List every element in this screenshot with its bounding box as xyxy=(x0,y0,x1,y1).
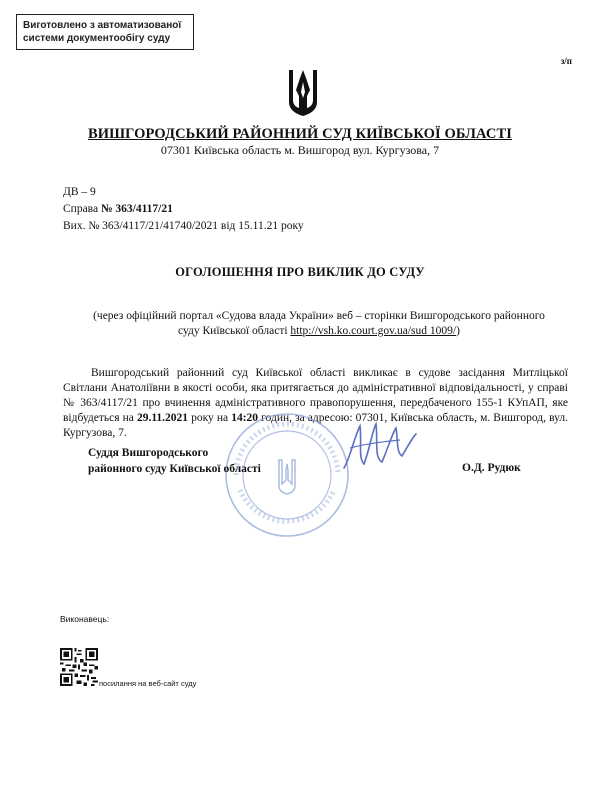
body-part-1: Вишгородський районний суд Київської області викликає в судове засідання Митліцької Світлани Анатоліївни в якості особи, яка притягається до адміністративної відповідальності, у справі № 363/4117/21 про вчинення адміністративного правопорушення, передбаченого 155-1 КУпАП, яке відбудеться на xyxy=(63,367,568,424)
judge-title-line-1: Суддя Вишгородського xyxy=(88,447,209,459)
portal-close: ) xyxy=(456,325,460,337)
portal-note xyxy=(84,309,554,339)
qr-caption: посилання на веб-сайт суду xyxy=(99,679,197,688)
body-part-3: годин, за адресою: 07301, Київська область, м. Вишгород, вул. Кургузова, 7. xyxy=(63,412,569,439)
corner-mark: з/п xyxy=(560,56,572,66)
body-part-2: року на xyxy=(188,412,232,424)
automated-system-stamp xyxy=(16,14,194,50)
stamp-line-1: Виготовлено з автоматизованої xyxy=(23,20,182,31)
document-meta xyxy=(63,184,304,235)
case-number: № 363/4117/21 xyxy=(100,203,173,215)
judge-signature-icon xyxy=(340,418,420,474)
hearing-date: 29.11.2021 xyxy=(136,412,189,424)
hearing-time: 14:20 xyxy=(231,412,259,424)
trident-icon xyxy=(286,68,320,118)
judge-title xyxy=(88,445,261,477)
portal-text: (через офіційний портал «Судова влада України» веб – сторінки Вишгородського районного суду Київської області xyxy=(93,310,545,337)
court-website-link[interactable]: http://vsh.ko.court.gov.ua/sud 1009/ xyxy=(290,325,457,337)
outgoing-number: Вих. № 363/4117/21/41740/2021 від 15.11.21 року xyxy=(63,220,304,232)
executor-label: Виконавець: xyxy=(60,614,110,624)
case-line xyxy=(63,201,304,218)
document-title: ОГОЛОШЕННЯ ПРО ВИКЛИК ДО СУДУ xyxy=(175,265,425,279)
court-address: 07301 Київська область м. Вишгород вул. Кургузова, 7 xyxy=(160,143,440,157)
case-label: Справа xyxy=(63,203,101,215)
qr-code-icon[interactable] xyxy=(60,648,98,686)
dv-code: ДВ – 9 xyxy=(63,186,96,198)
stamp-line-2: системи документообігу суду xyxy=(23,33,171,44)
court-name: ВИШГОРОДСЬКИЙ РАЙОННИЙ СУД КИЇВСЬКОЇ ОБЛАСТІ xyxy=(87,126,512,142)
judge-title-line-2: районного суду Київської області xyxy=(88,463,261,475)
judge-name: О.Д. Рудюк xyxy=(462,462,521,474)
